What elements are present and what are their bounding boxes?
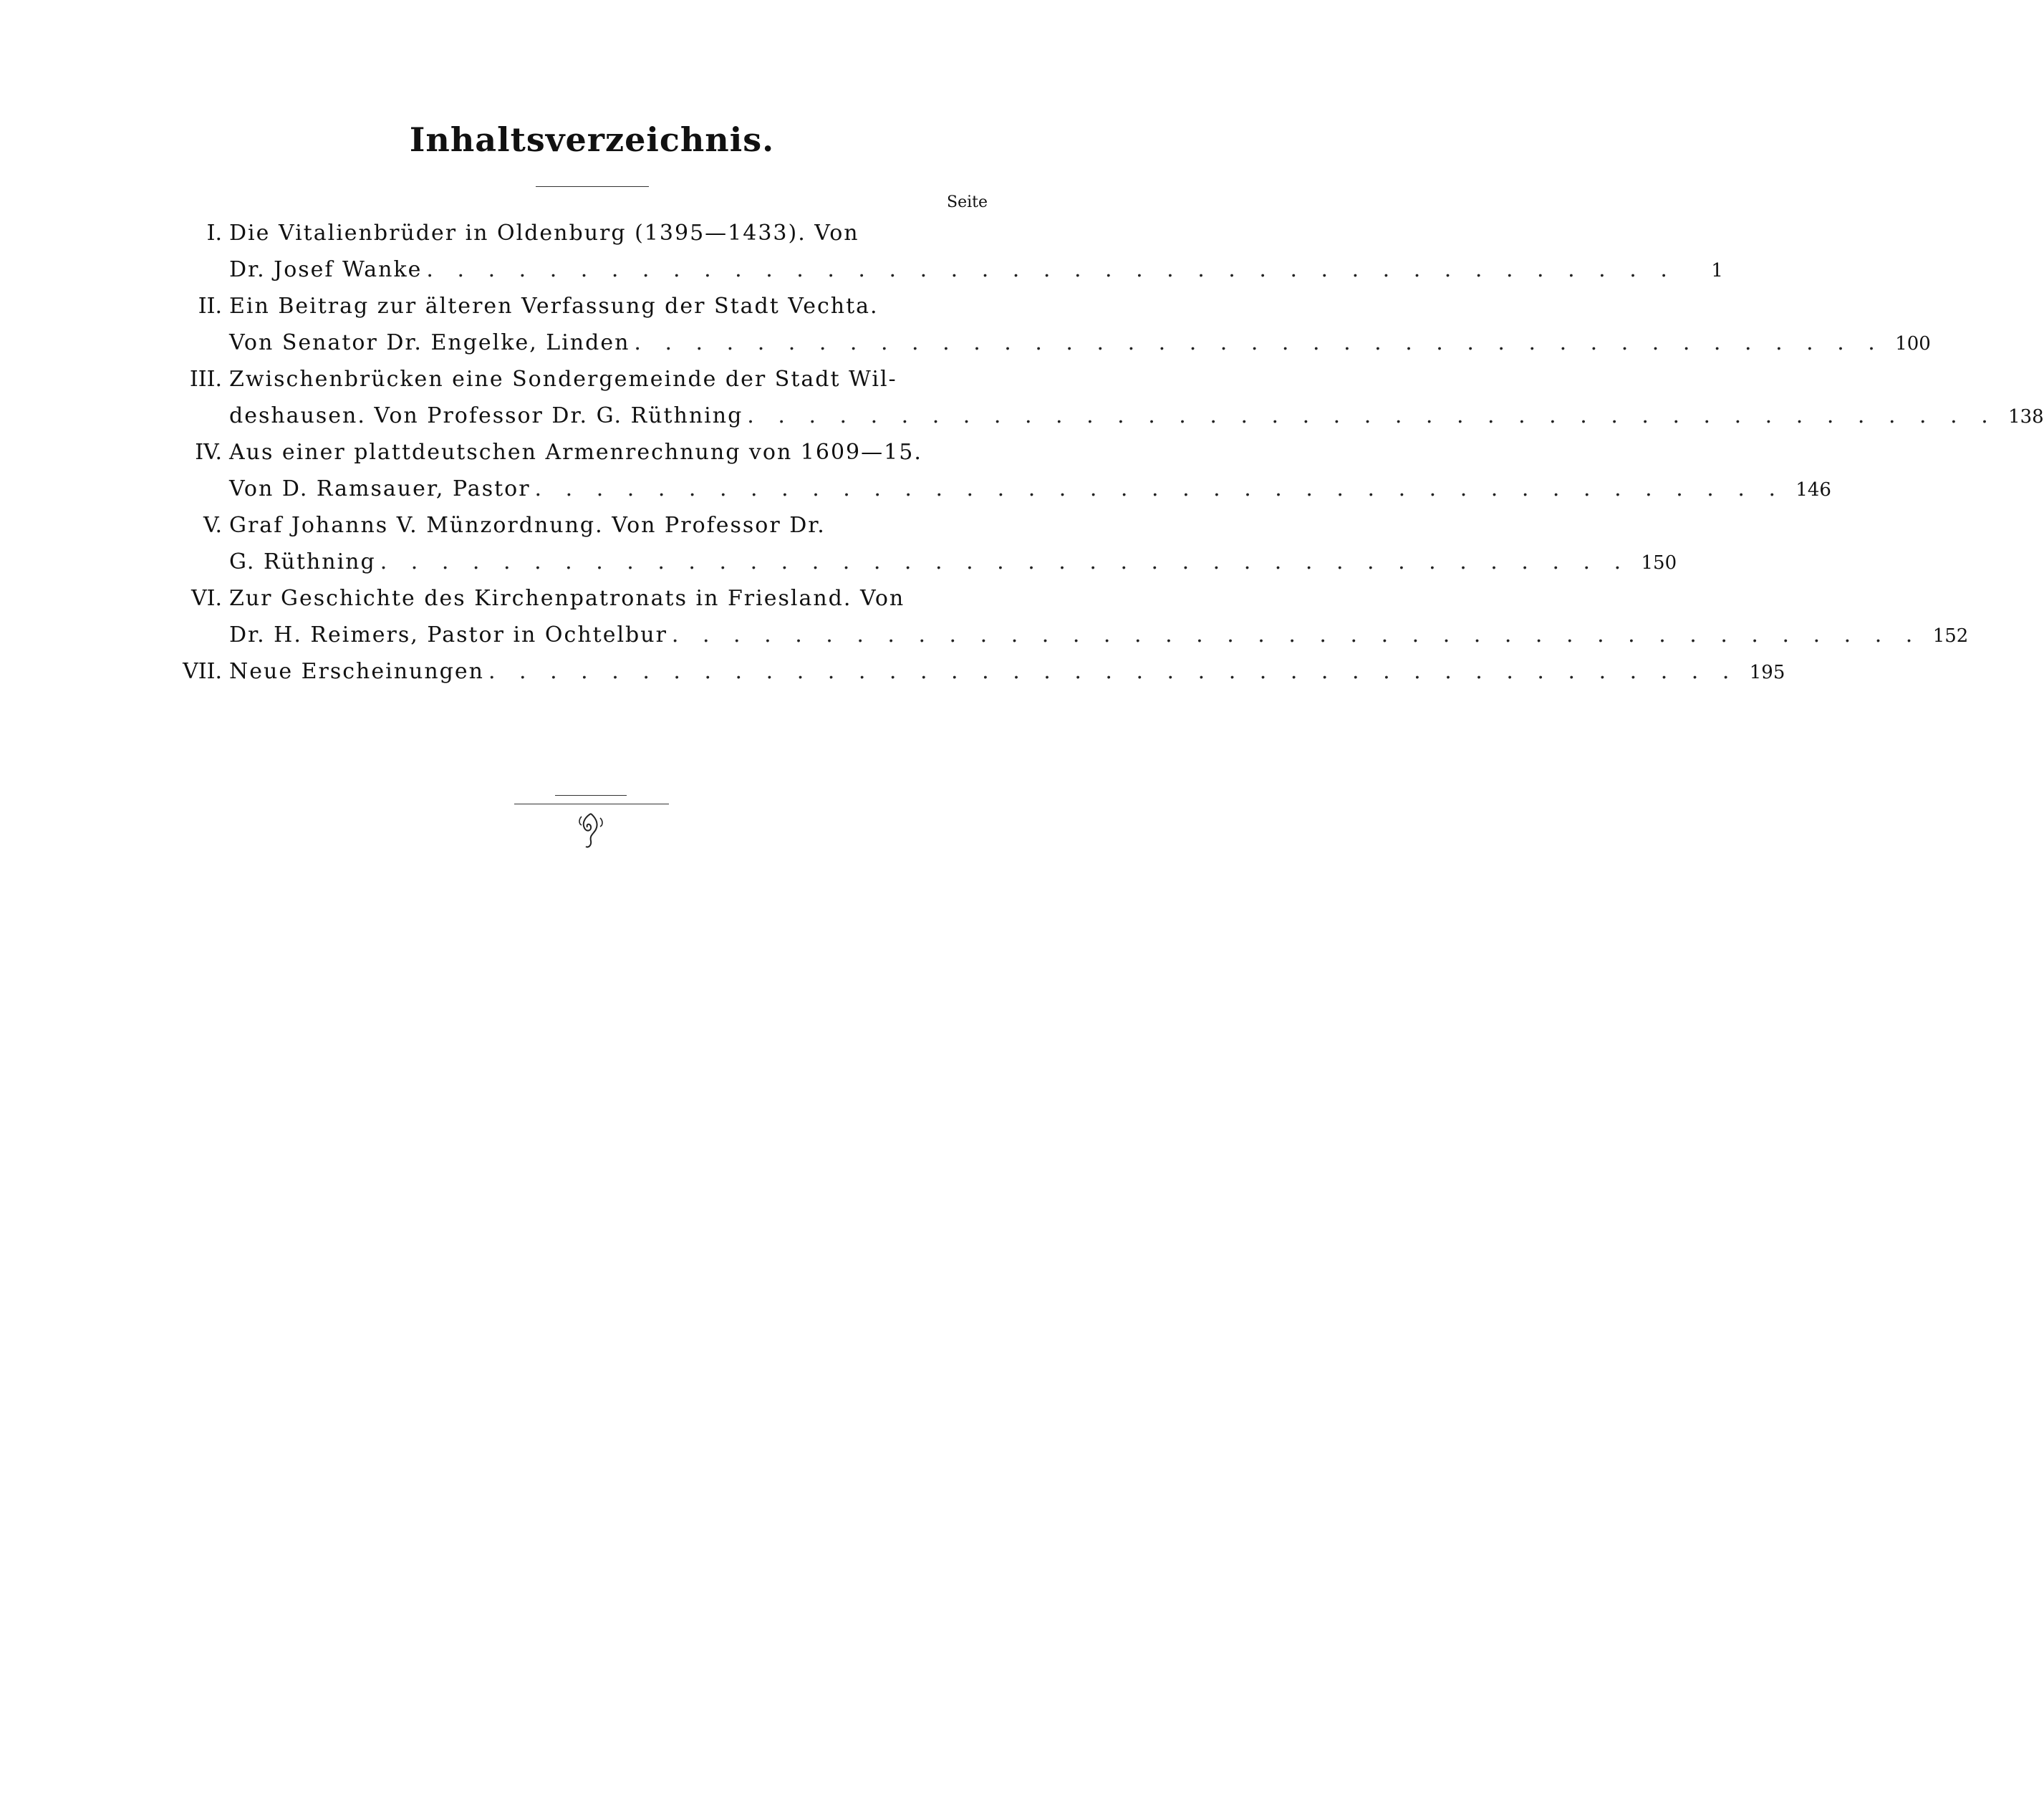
leader-dots: . . . . . . . . . . . . . . . . . . . . . . . . . . . . . . . . . . . . . . . . .	[380, 549, 1630, 574]
entry-author-line: G. Rüthning	[229, 549, 376, 574]
entry-page-number: 100	[1895, 333, 1931, 355]
fleuron-ornament-icon	[566, 809, 616, 852]
leader-dots: . . . . . . . . . . . . . . . . . . . . . . . . . . . . . . . . . . . . . . . . .	[534, 476, 1784, 501]
toc-entry	[163, 215, 1723, 288]
entry-number: V.	[203, 513, 222, 538]
entry-page-number: 150	[1641, 552, 1677, 574]
entry-title-line: Ein Beitrag zur älteren Verfassung der Stadt Vechta.	[229, 294, 879, 319]
entry-author-line: deshausen. Von Professor Dr. G. Rüthning	[229, 403, 743, 428]
entry-number: IV.	[195, 440, 222, 465]
entry-title-line: Neue Erscheinungen	[229, 659, 484, 684]
toc-entry	[163, 653, 1785, 690]
title-divider	[536, 186, 649, 187]
entry-page-number: 146	[1795, 479, 1831, 501]
toc-entry	[163, 361, 2044, 434]
toc-entry	[163, 288, 1931, 361]
entry-number: VII.	[183, 659, 222, 684]
leader-dots: . . . . . . . . . . . . . . . . . . . . . . . . . . . . . . . . . . . . . . . . .	[671, 622, 1922, 648]
page-title: Inhaltsverzeichnis.	[409, 120, 775, 159]
entry-author-line: Von Senator Dr. Engelke, Linden	[229, 330, 630, 355]
closing-rule-short	[555, 795, 627, 796]
entry-author-line: Dr. Josef Wanke	[229, 257, 423, 282]
entry-title-line: Aus einer plattdeutschen Armenrechnung von 1609—15.	[229, 440, 922, 465]
entry-page-number: 152	[1932, 625, 1969, 647]
toc-entry	[163, 507, 1677, 580]
entry-title-line: Die Vitalienbrüder in Oldenburg (1395—1433). Von	[229, 221, 859, 246]
leader-dots: . . . . . . . . . . . . . . . . . . . . . . . . . . . . . . . . . . . . . . . . .	[488, 659, 1738, 684]
toc-entry	[163, 434, 1831, 507]
entry-author-line: Von D. Ramsauer, Pastor	[229, 476, 531, 501]
leader-dots: . . . . . . . . . . . . . . . . . . . . . . . . . . . . . . . . . . . . . . . . .	[747, 403, 1997, 428]
entry-title-line: Zur Geschichte des Kirchenpatronats in Friesland. Von	[229, 586, 905, 611]
entry-number: I.	[206, 221, 222, 246]
entry-page-number: 138	[2008, 406, 2044, 428]
leader-dots: . . . . . . . . . . . . . . . . . . . . . . . . . . . . . . . . . . . . . . . . .	[634, 330, 1884, 355]
entry-number: II.	[198, 294, 222, 319]
leader-dots: . . . . . . . . . . . . . . . . . . . . . . . . . . . . . . . . . . . . . . . . .	[426, 257, 1676, 282]
entry-page-number: 195	[1749, 662, 1785, 683]
entry-title-line: Graf Johanns V. Münzordnung. Von Professor Dr.	[229, 513, 826, 538]
entry-number: III.	[189, 367, 222, 392]
entry-title-line: Zwischenbrücken eine Sondergemeinde der Stadt Wil-	[229, 367, 897, 392]
entry-number: VI.	[191, 586, 222, 611]
entry-page-number: 1	[1711, 260, 1723, 281]
entry-author-line: Dr. H. Reimers, Pastor in Ochtelbur	[229, 622, 667, 648]
page-column-header: Seite	[947, 193, 988, 211]
toc-entry	[163, 580, 1969, 653]
table-of-contents	[163, 215, 2044, 690]
